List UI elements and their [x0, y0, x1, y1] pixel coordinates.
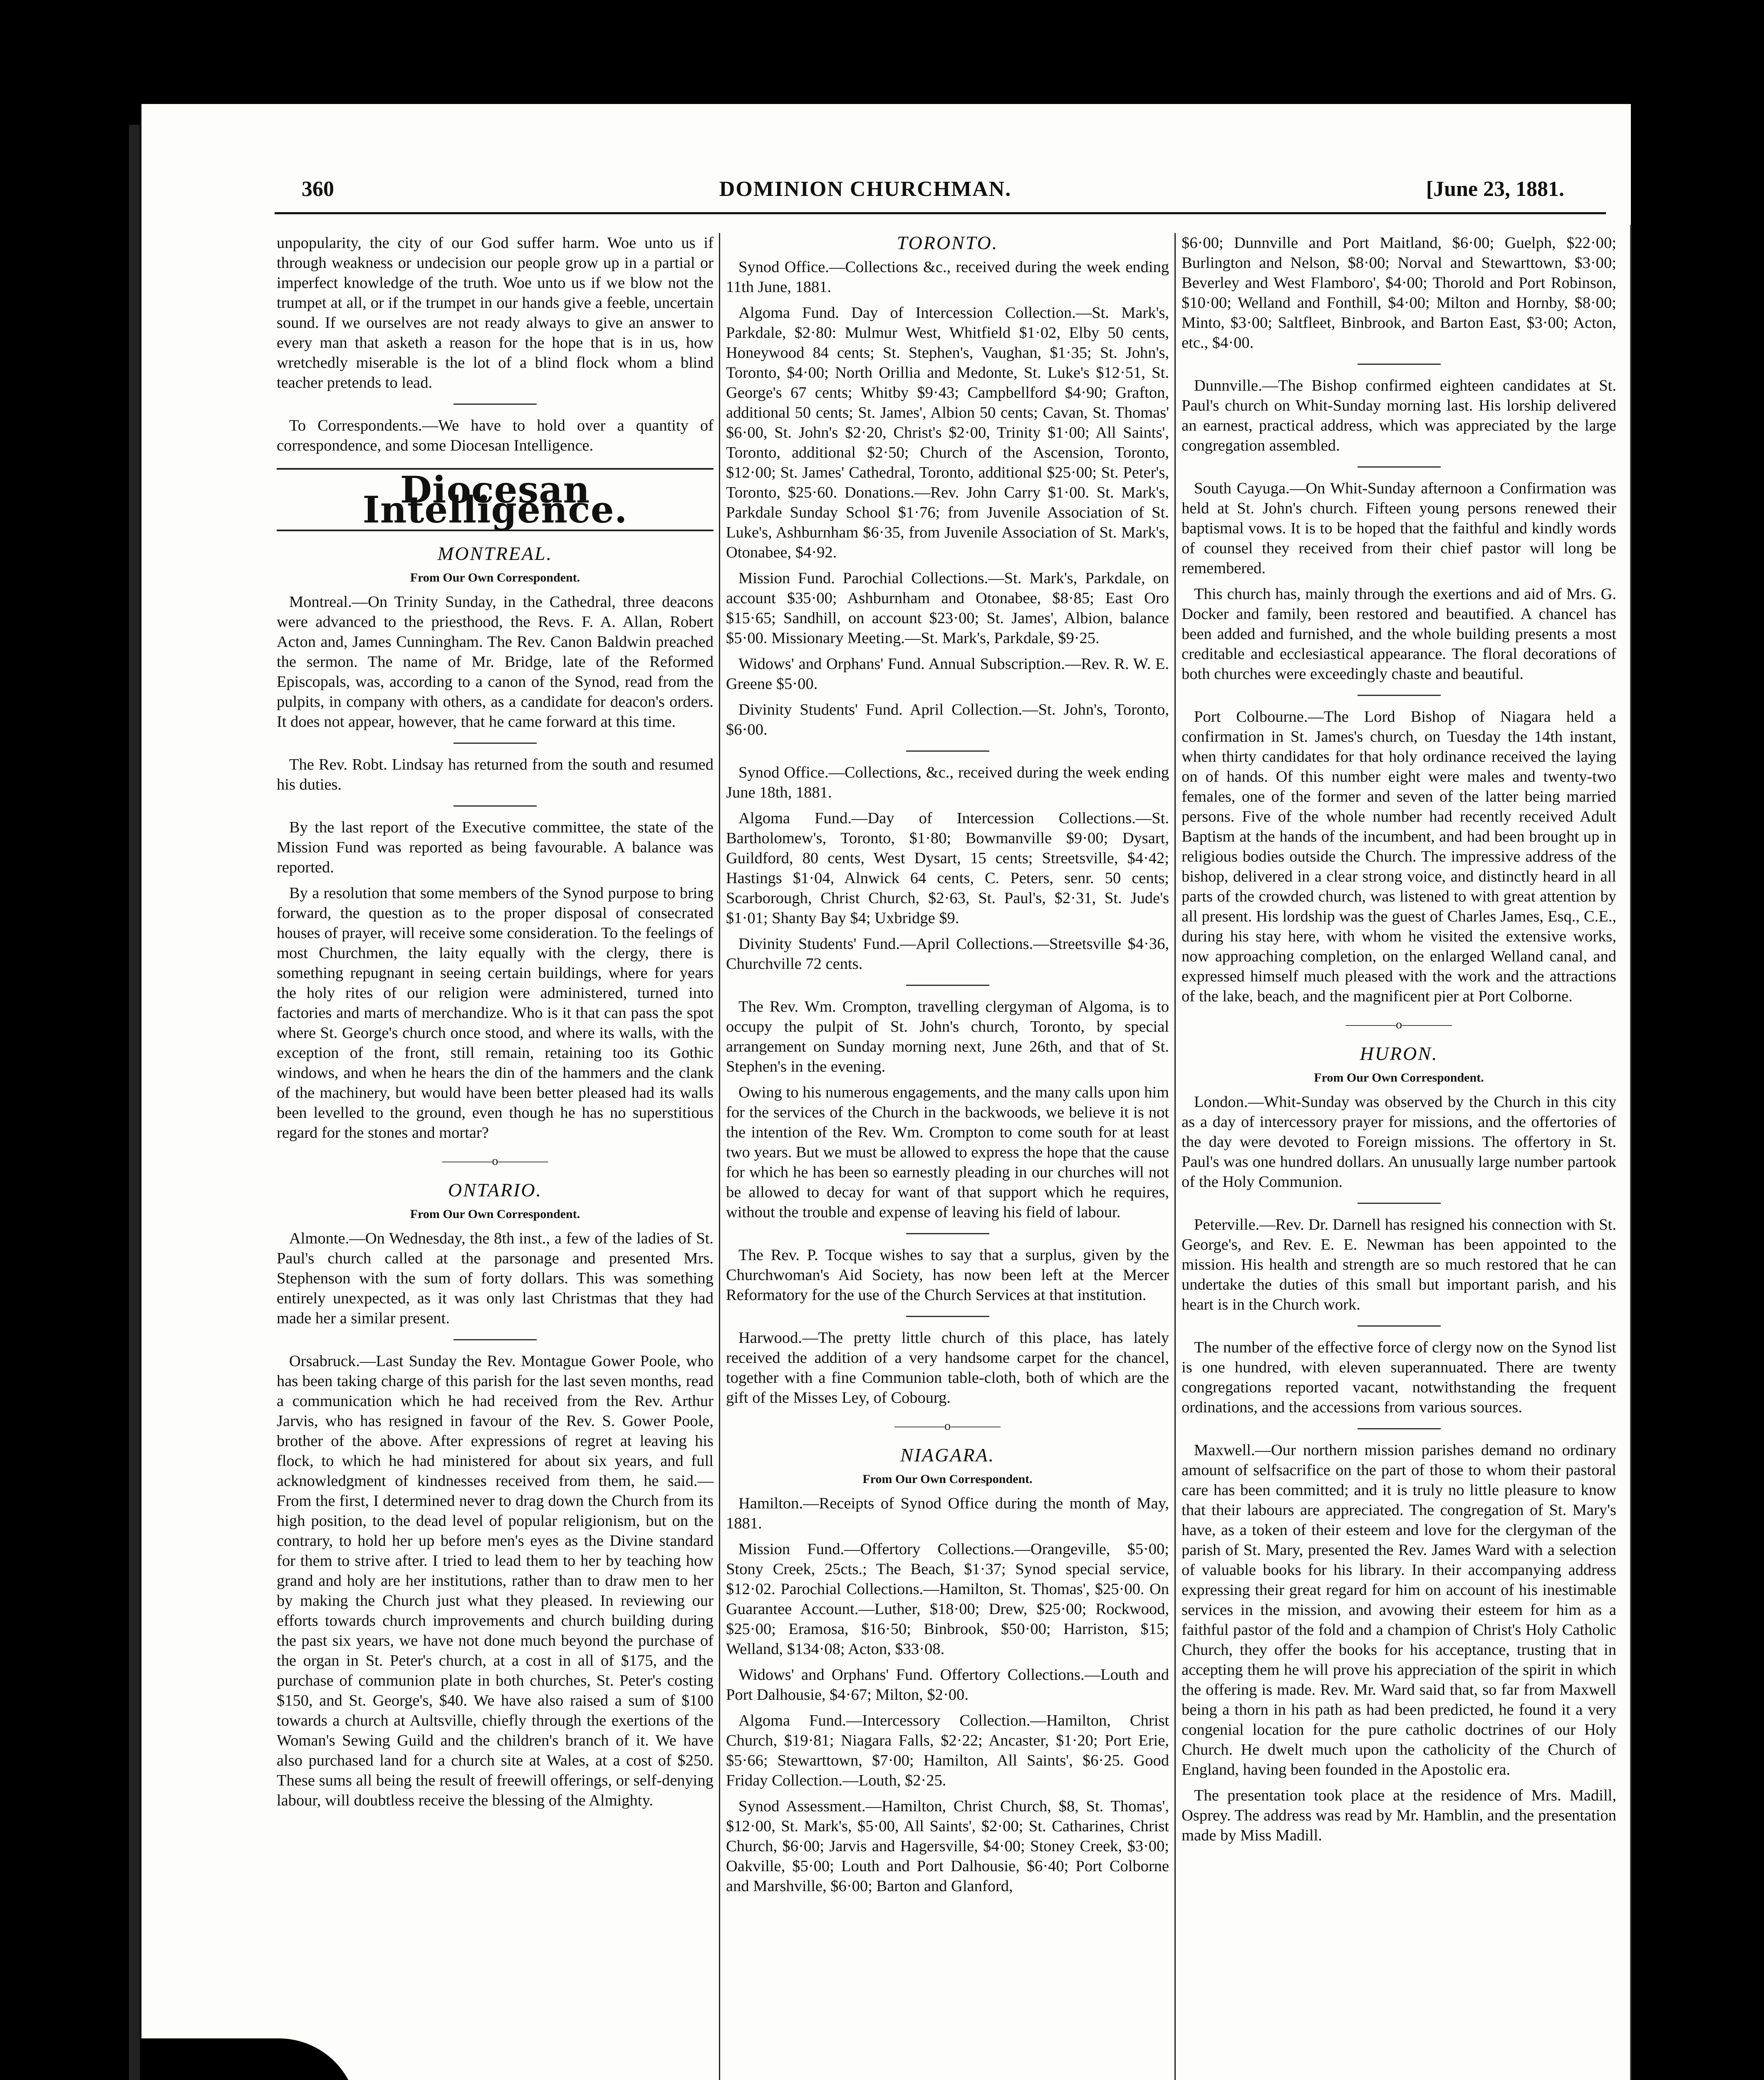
masthead-title: DOMINION CHURCHMAN.: [719, 177, 1012, 201]
article-text: $6·00; Dunnville and Port Maitland, $6·00; Guelph, $22·00; Burlington and Nelson, $8·00; Norval and Stewarttown, $3·00; Beverley and West Flamboro', $4·00; Thorold and Port Robinson, $10·00; Welland and Fonthill, $4·00; Milton and Hornby, $8·00; Minto, $3·00; Saltfleet, Binbrook, and Barton East, $3·00; Acton, etc., $4·00.: [1182, 234, 1616, 352]
separator: [1358, 1428, 1441, 1429]
separator: [1358, 466, 1441, 468]
column-2: [726, 233, 1169, 1902]
section-heading: ONTARIO.: [448, 1179, 543, 1201]
section-heading: HURON.: [1360, 1043, 1438, 1064]
separator: [453, 1339, 537, 1340]
article-text: South Cayuga.—On Whit-Sunday afternoon a Confirmation was held at St. John's church. Fifteen young persons renewed their baptismal vows. It is to be hoped that the faithful and kindly words of counsel they received from their chief pastor will long be remembered.: [1182, 480, 1616, 577]
section-subheading: From Our Own Correspondent.: [410, 571, 580, 584]
section-heading: NIAGARA.: [900, 1444, 995, 1466]
article-text: London.—Whit-Sunday was observed by the Church in this city as a day of intercessory prayer for missions, and the offertories of the day were devoted to Foreign missions. The offertory in St. Paul's was one hundred dollars. An unusually large number partook of the Holy Communion.: [1182, 1093, 1616, 1191]
article-text: Widows' and Orphans' Fund. Annual Subscription.—Rev. R. W. E. Greene $5·00.: [726, 655, 1169, 693]
article-text: Montreal.—On Trinity Sunday, in the Cathedral, three deacons were advanced to the priesthood, the Revs. F. A. Allan, Robert Acton and, James Cunningham. The Rev. Canon Baldwin preached the sermon. The name of Mr. Bridge, late of the Reformed Episcopals, was, according to a canon of the Synod, read from the pulpits, in company with others, as a candidate for deacon's orders. It does not appear, however, that he came forward at this time.: [277, 593, 714, 730]
article-text: By the last report of the Executive committee, the state of the Mission Fund was reported as being favourable. A balance was reported.: [277, 819, 714, 876]
separator: [453, 404, 537, 405]
article-text: Divinity Students' Fund. April Collection.—St. John's, Toronto, $6·00.: [726, 701, 1169, 738]
section-subheading: From Our Own Correspondent.: [1314, 1071, 1484, 1085]
article-text: Almonte.—On Wednesday, the 8th inst., a few of the ladies of St. Paul's church called at the parsonage and presented Mrs. Stephenson with the sum of forty dollars. This was something entirely unexpected, as it was only last Christmas that they had made her a similar present.: [277, 1230, 714, 1327]
header-rule: [275, 212, 1606, 214]
article-text: Algoma Fund.—Intercessory Collection.—Hamilton, Christ Church, $19·81; Niagara Falls, $2·22; Ancaster, $1·20; Port Erie, $5·66; Stewarttown, $7·00; Hamilton, All Saints', $6·25. Good Friday Collection.—Louth, $2·25.: [726, 1712, 1169, 1789]
article-text: Synod Office.—Collections &c., received during the week ending 11th June, 1881.: [726, 258, 1169, 296]
separator: [1358, 1203, 1441, 1204]
article-text: Widows' and Orphans' Fund. Offertory Collections.—Louth and Port Dalhousie, $4·67; Milton, $2·00.: [726, 1666, 1169, 1704]
section-heading: TORONTO.: [897, 232, 998, 253]
article-text: Algoma Fund.—Day of Intercession Collections.—St. Bartholomew's, Toronto, $1·80; Bowmanville $9·00; Dysart, Guildford, 80 cents, West Dysart, 15 cents; Streetsville, $4·42; Hastings $1·04, Alnwick 64 cents, C. Peters, senr. 50 cents; Scarborough, Christ Church, $2·63, St. Paul's, $2·31, St. Jude's $1·01; Shanty Bay $4; Uxbridge $9.: [726, 810, 1169, 927]
separator: [906, 750, 989, 752]
separator: ————o————: [894, 1419, 1001, 1433]
article-text: The Rev. Robt. Lindsay has returned from the south and resumed his duties.: [277, 756, 714, 793]
adjacent-page-edge: [1630, 225, 1669, 2080]
column-1: [277, 233, 714, 1816]
column-divider: [719, 233, 720, 2080]
notice-correspondents: To Correspondents.—We have to hold over a quantity of correspondence, and some Diocesan Intelligence.: [277, 417, 714, 454]
section-subheading: From Our Own Correspondent.: [862, 1472, 1033, 1486]
article-text: Orsabruck.—Last Sunday the Rev. Montague Gower Poole, who has been taking charge of this parish for the last seven months, read a communication which he had received from the Rev. Arthur Jarvis, who has resigned in favour of the Rev. S. Gower Poole, brother of the above. After expressions of regret at leaving his flock, to which he had ministered for about six years, and full acknowledgment of kindnesses received from them, he said.—From the first, I determined never to drag down the Church from its high position, to the dead level of popular religionism, but on the contrary, to hold her up before men's eyes as the Divine standard for them to strive after. I tried to lead them to her by teaching how grand and holy are her institutions, rather than to draw men to her by making the Church just what they pleased. In reviewing our efforts towards church improvements and church building during the past six years, we have not done much beyond the purchase of the organ in St. Peter's church, at a cost in all of $175, and the purchase of communion plate in both churches, St. Peter's costing $150, and St. George's, $40. We have also raised a sum of $100 towards a church at Aultsville, chiefly through the exertions of the Woman's Sewing Guild and the children's branch of it. We have also purchased land for a church site at Wales, at a cost of $250. These sums all being the result of freewill offerings, or self-denying labour, will doubtless receive the blessing of the Almighty.: [277, 1352, 714, 1809]
section-banner: Diocesan Intelligence.: [277, 468, 714, 531]
article-text: The Rev. Wm. Crompton, travelling clergyman of Algoma, is to occupy the pulpit of St. John's church, Toronto, by special arrangement on Sunday morning next, June 26th, and that of St. Stephen's in the evening.: [726, 998, 1169, 1075]
separator: ————o————: [442, 1154, 548, 1168]
article-text: Peterville.—Rev. Dr. Darnell has resigned his connection with St. George's, and Rev. E. E. Newman has been appointed to the mission. His health and strength are so much restored that he can undertake the duties of this small but important parish, and his heart is in the Church work.: [1182, 1216, 1616, 1313]
article-text: Owing to his numerous engagements, and the many calls upon him for the services of the Church in the backwoods, we believe it is not the intention of the Rev. Wm. Crompton to come south for at least two years. But we must be allowed to express the hope that the cause for which he has been so earnestly pleading in our churches will not be allowed to decay for want of that support which he requires, without the trouble and expense of leaving his field of labour.: [726, 1084, 1169, 1221]
article-text: Harwood.—The pretty little church of this place, has lately received the addition of a very handsome carpet for the chancel, together with a fine Communion table-cloth, both of which are the gift of the Misses Ley, of Cobourg.: [726, 1329, 1169, 1406]
article-text: The number of the effective force of clergy now on the Synod list is one hundred, with eleven superannuated. There are twenty congregations reported vacant, notwithstanding the frequent ordinations, and the accessions from various sources.: [1182, 1339, 1616, 1416]
issue-date: [June 23, 1881.: [1426, 177, 1564, 201]
section-heading: MONTREAL.: [437, 543, 553, 564]
article-text: This church has, mainly through the exertions and aid of Mrs. G. Docker and family, been restored and beautified. A chancel has been added and furnished, and the whole building presents a most creditable and ecclesiastical appearance. The floral decorations of both churches were exceedingly chaste and beautiful.: [1182, 585, 1616, 683]
separator: [1358, 695, 1441, 696]
separator: [906, 1233, 989, 1234]
article-text: Mission Fund. Parochial Collections.—St. Mark's, Parkdale, on account $35·00; Ashburnham and Otonabee, $8·85; East Oro $15·65; Sandhill, on account $23·00; St. James', Albion, balance $5·00. Missionary Meeting.—St. Mark's, Parkdale, $9·25.: [726, 570, 1169, 647]
article-text: By a resolution that some members of the Synod purpose to bring forward, the question as to the proper disposal of consecrated houses of prayer, will receive some consideration. To the feelings of most Churchmen, the laity equally with the clergy, there is something repugnant in seeing certain buildings, where for years the holy rites of our religion were administered, turned into factories and marts of merchandize. Who is it that can pass the spot where St. George's church once stood, and where its walls, with the exception of the front, still remain, retaining too its Gothic windows, and when he hears the din of the hammers and the clank of the machinery, but would have been better pleased had its walls been levelled to the ground, even though he has no superstitious regard for the stones and mortar?: [277, 884, 714, 1142]
article-text: Hamilton.—Receipts of Synod Office during the month of May, 1881.: [726, 1495, 1169, 1532]
article-text: Synod Office.—Collections, &c., received during the week ending June 18th, 1881.: [726, 764, 1169, 801]
article-text: Algoma Fund. Day of Intercession Collection.—St. Mark's, Parkdale, $2·80: Mulmur West, Whitfield $1·02, Elby 50 cents, Honeywood 84 cents; St. Stephen's, Vaughan, $1·35; St. John's, Toronto, $4·00; North Orillia and Medonte, St. Luke's $12·51, St. George's 67 cents; Whitby $9·43; Campbellford $4·90; Grafton, additional 50 cents; St. James', Albion 50 cents; Cavan, St. Thomas' $6·00, St. John's $2·20, Christ's $2·00, Trinity $1·00; All Saints', Toronto, additional $2·50; Church of the Ascension, Toronto, $12·00; St. James' Cathedral, Toronto, additional $25·00; St. Peter's, Toronto, $25·60. Donations.—Rev. John Carry $1·00. St. Mark's, Parkdale Sunday School $1·76; from Juvenile Association of St. Luke's, Ashburnham $6·35, from Juvenile Association of St. Mark's, Otonabee, $4·92.: [726, 304, 1169, 561]
article-text: Port Colbourne.—The Lord Bishop of Niagara held a confirmation in St. James's church, on Tuesday the 14th instant, when thirty candidates for that holy ordinance received the laying on of hands. Of this number eight were males and twenty-two females, one of the former and seven of the latter being married persons. Five of the whole number had recently received Adult Baptism at the hands of the incumbent, and had been brought up in religious bodies outside the Church. The impressive address of the bishop, delivered in a clear strong voice, and distinctly heard in all parts of the crowded church, was listened to with great attention by all present. His lordship was the guest of Charles James, Esq., C.E., during his stay here, with whom he visited the extensive works, now approaching completion, on the enlarged Welland canal, and expressed himself much pleased with the work and the attractions of the lake, beach, and the magnificent pier at Port Colborne.: [1182, 708, 1616, 1005]
binding-edge: [129, 125, 140, 2080]
column-divider: [1174, 233, 1176, 2080]
article-text: Dunnville.—The Bishop confirmed eighteen candidates at St. Paul's church on Whit-Sunday morning last. His lorship delivered an earnest, practical address, which was appreciated by the large congregation assembled.: [1182, 377, 1616, 454]
section-subheading: From Our Own Correspondent.: [410, 1207, 580, 1221]
column-3: [1182, 233, 1616, 1851]
separator: [906, 985, 989, 986]
article-text: Mission Fund.—Offertory Collections.—Orangeville, $5·00; Stony Creek, 25cts.; The Beach, $1·37; Synod special service, $12·02. Parochial Collections.—Hamilton, St. Thomas', $25·00. On Guarantee Account.—Luther, $18·00; Drew, $25·00; Rockwood, $25·00; Eramosa, $16·50; Binbrook, $50·00; Harriston, $15; Welland, $134·08; Acton, $33·08.: [726, 1540, 1169, 1658]
article-text: Divinity Students' Fund.—April Collections.—Streetsville $4·36, Churchville 72 cents.: [726, 935, 1169, 973]
article-text: unpopularity, the city of our God suffer harm. Woe unto us if through weakness or undecision our people grow up in a partial or imperfect knowledge of the truth. Woe unto us if we blow not the trumpet at all, or if the trumpet in our hands give a feeble, uncertain sound. If we ourselves are not ready always to give an answer to every man that asketh a reason for the hope that is in us, how wretchedly miserable is the lot of a blind flock whom a blind teacher pretends to lead.: [277, 234, 714, 391]
page-header: [166, 177, 1564, 210]
article-text: Synod Assessment.—Hamilton, Christ Church, $8, St. Thomas', $12·00, St. Mark's, $5·00, All Saints', $2·00; St. Catharines, Christ Church, $6·00; Jarvis and Hagersville, $4·00; Stoney Creek, $3·00; Oakville, $5·00; Louth and Port Dalhousie, $6·40; Port Colborne and Marshville, $6·00; Barton and Glanford,: [726, 1798, 1169, 1895]
article-text: The Rev. P. Tocque wishes to say that a surplus, given by the Churchwoman's Aid Society, has now been left at the Mercer Reformatory for the use of the Church Services at that institution.: [726, 1246, 1169, 1304]
separator: ————o————: [1346, 1018, 1452, 1031]
separator: [453, 743, 537, 744]
separator: [453, 805, 537, 807]
separator: [1358, 1325, 1441, 1327]
separator: [1358, 364, 1441, 365]
page-number: 360: [302, 177, 334, 201]
article-text: Maxwell.—Our northern mission parishes demand no ordinary amount of selfsacrifice on the part of those to whom their pastoral care has been committed; and it is truly no little pleasure to know that their labours are appreciated. The congregation of St. Mary's have, as a token of their esteem and love for the clergyman of the parish of St. Mary, presented the Rev. James Ward with a selection of valuable books for his library. In their accompanying address expressing their great regard for him on account of his inestimable services in the mission, and avowing their esteem for him as a faithful pastor of the fold and a champion of Christ's Holy Catholic Church, they offer the books for his acceptance, trusting that in accepting them he will prove his appreciation of the spirit in which the offering is made. Rev. Mr. Ward said that, so far from Maxwell being a thorn in his path as had been predicted, he found it a very congenial location for the pure catholic doctrines of our Holy Church. He dwelt much upon the catholicity of the Church of England, having been founded in the Apostolic era.: [1182, 1441, 1616, 1778]
article-text: The presentation took place at the residence of Mrs. Madill, Osprey. The address was read by Mr. Hamblin, and the presentation made by Miss Madill.: [1182, 1787, 1616, 1844]
separator: [906, 1316, 989, 1317]
